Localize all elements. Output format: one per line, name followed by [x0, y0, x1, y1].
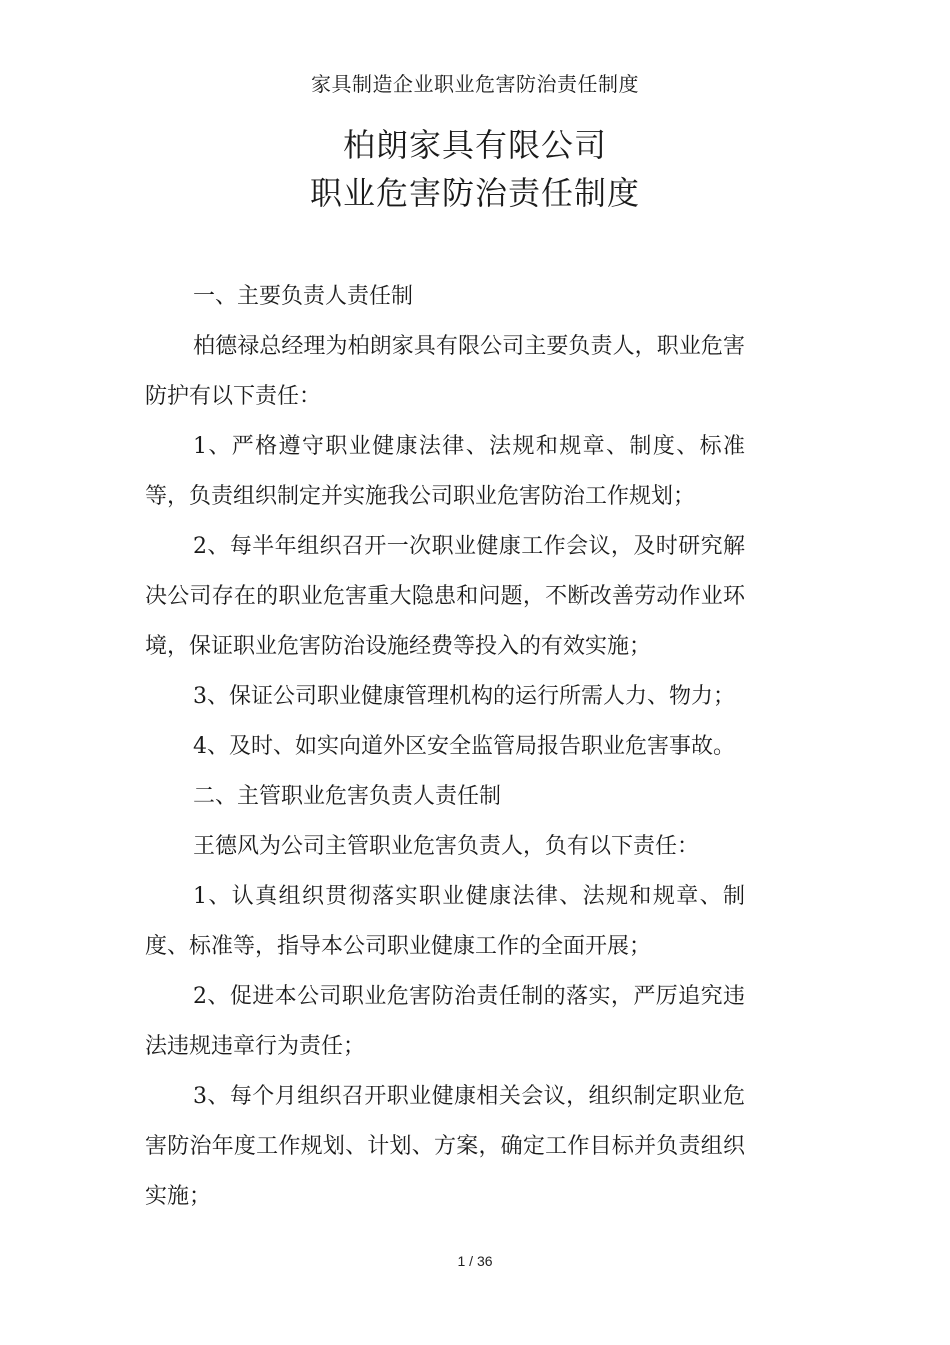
list-item: 1、严格遵守职业健康法律、法规和规章、制度、标准等，负责组织制定并实施我公司职业危害防治工作规划；	[145, 434, 745, 509]
title-block	[0, 121, 950, 217]
company-title: 柏朗家具有限公司	[342, 126, 607, 164]
running-header: 家具制造企业职业危害防治责任制度	[311, 72, 639, 96]
list-item: 2、每半年组织召开一次职业健康工作会议，及时研究解决公司存在的职业危害重大隐患和问题，不断改善劳动作业环境，保证职业危害防治设施经费等投入的有效实施；	[145, 534, 745, 659]
paragraph: 王德风为公司主管职业危害负责人，负有以下责任：	[193, 834, 700, 859]
list-item: 3、保证公司职业健康管理机构的运行所需人力、物力；	[193, 684, 735, 709]
list-item: 1、认真组织贯彻落实职业健康法律、法规和规章、制度、标准等，指导本公司职业健康工作的全面开展；	[145, 884, 745, 959]
section-heading-1: 一、主要负责人责任制	[193, 284, 414, 309]
list-item: 3、每个月组织召开职业健康相关会议，组织制定职业危害防治年度工作规划、计划、方案，确定工作目标并负责组织实施；	[145, 1084, 745, 1209]
paragraph: 柏德禄总经理为柏朗家具有限公司主要负责人，职业危害防护有以下责任：	[145, 334, 745, 409]
list-item: 4、及时、如实向道外区安全监管局报告职业危害事故。	[193, 734, 735, 759]
document-title: 职业危害防治责任制度	[309, 174, 640, 212]
document-body	[145, 272, 745, 1222]
section-heading-2: 二、主管职业危害负责人责任制	[193, 784, 502, 809]
page-number: 1 / 36	[457, 1253, 493, 1269]
list-item: 2、促进本公司职业危害防治责任制的落实，严厉追究违法违规违章行为责任；	[145, 984, 745, 1059]
